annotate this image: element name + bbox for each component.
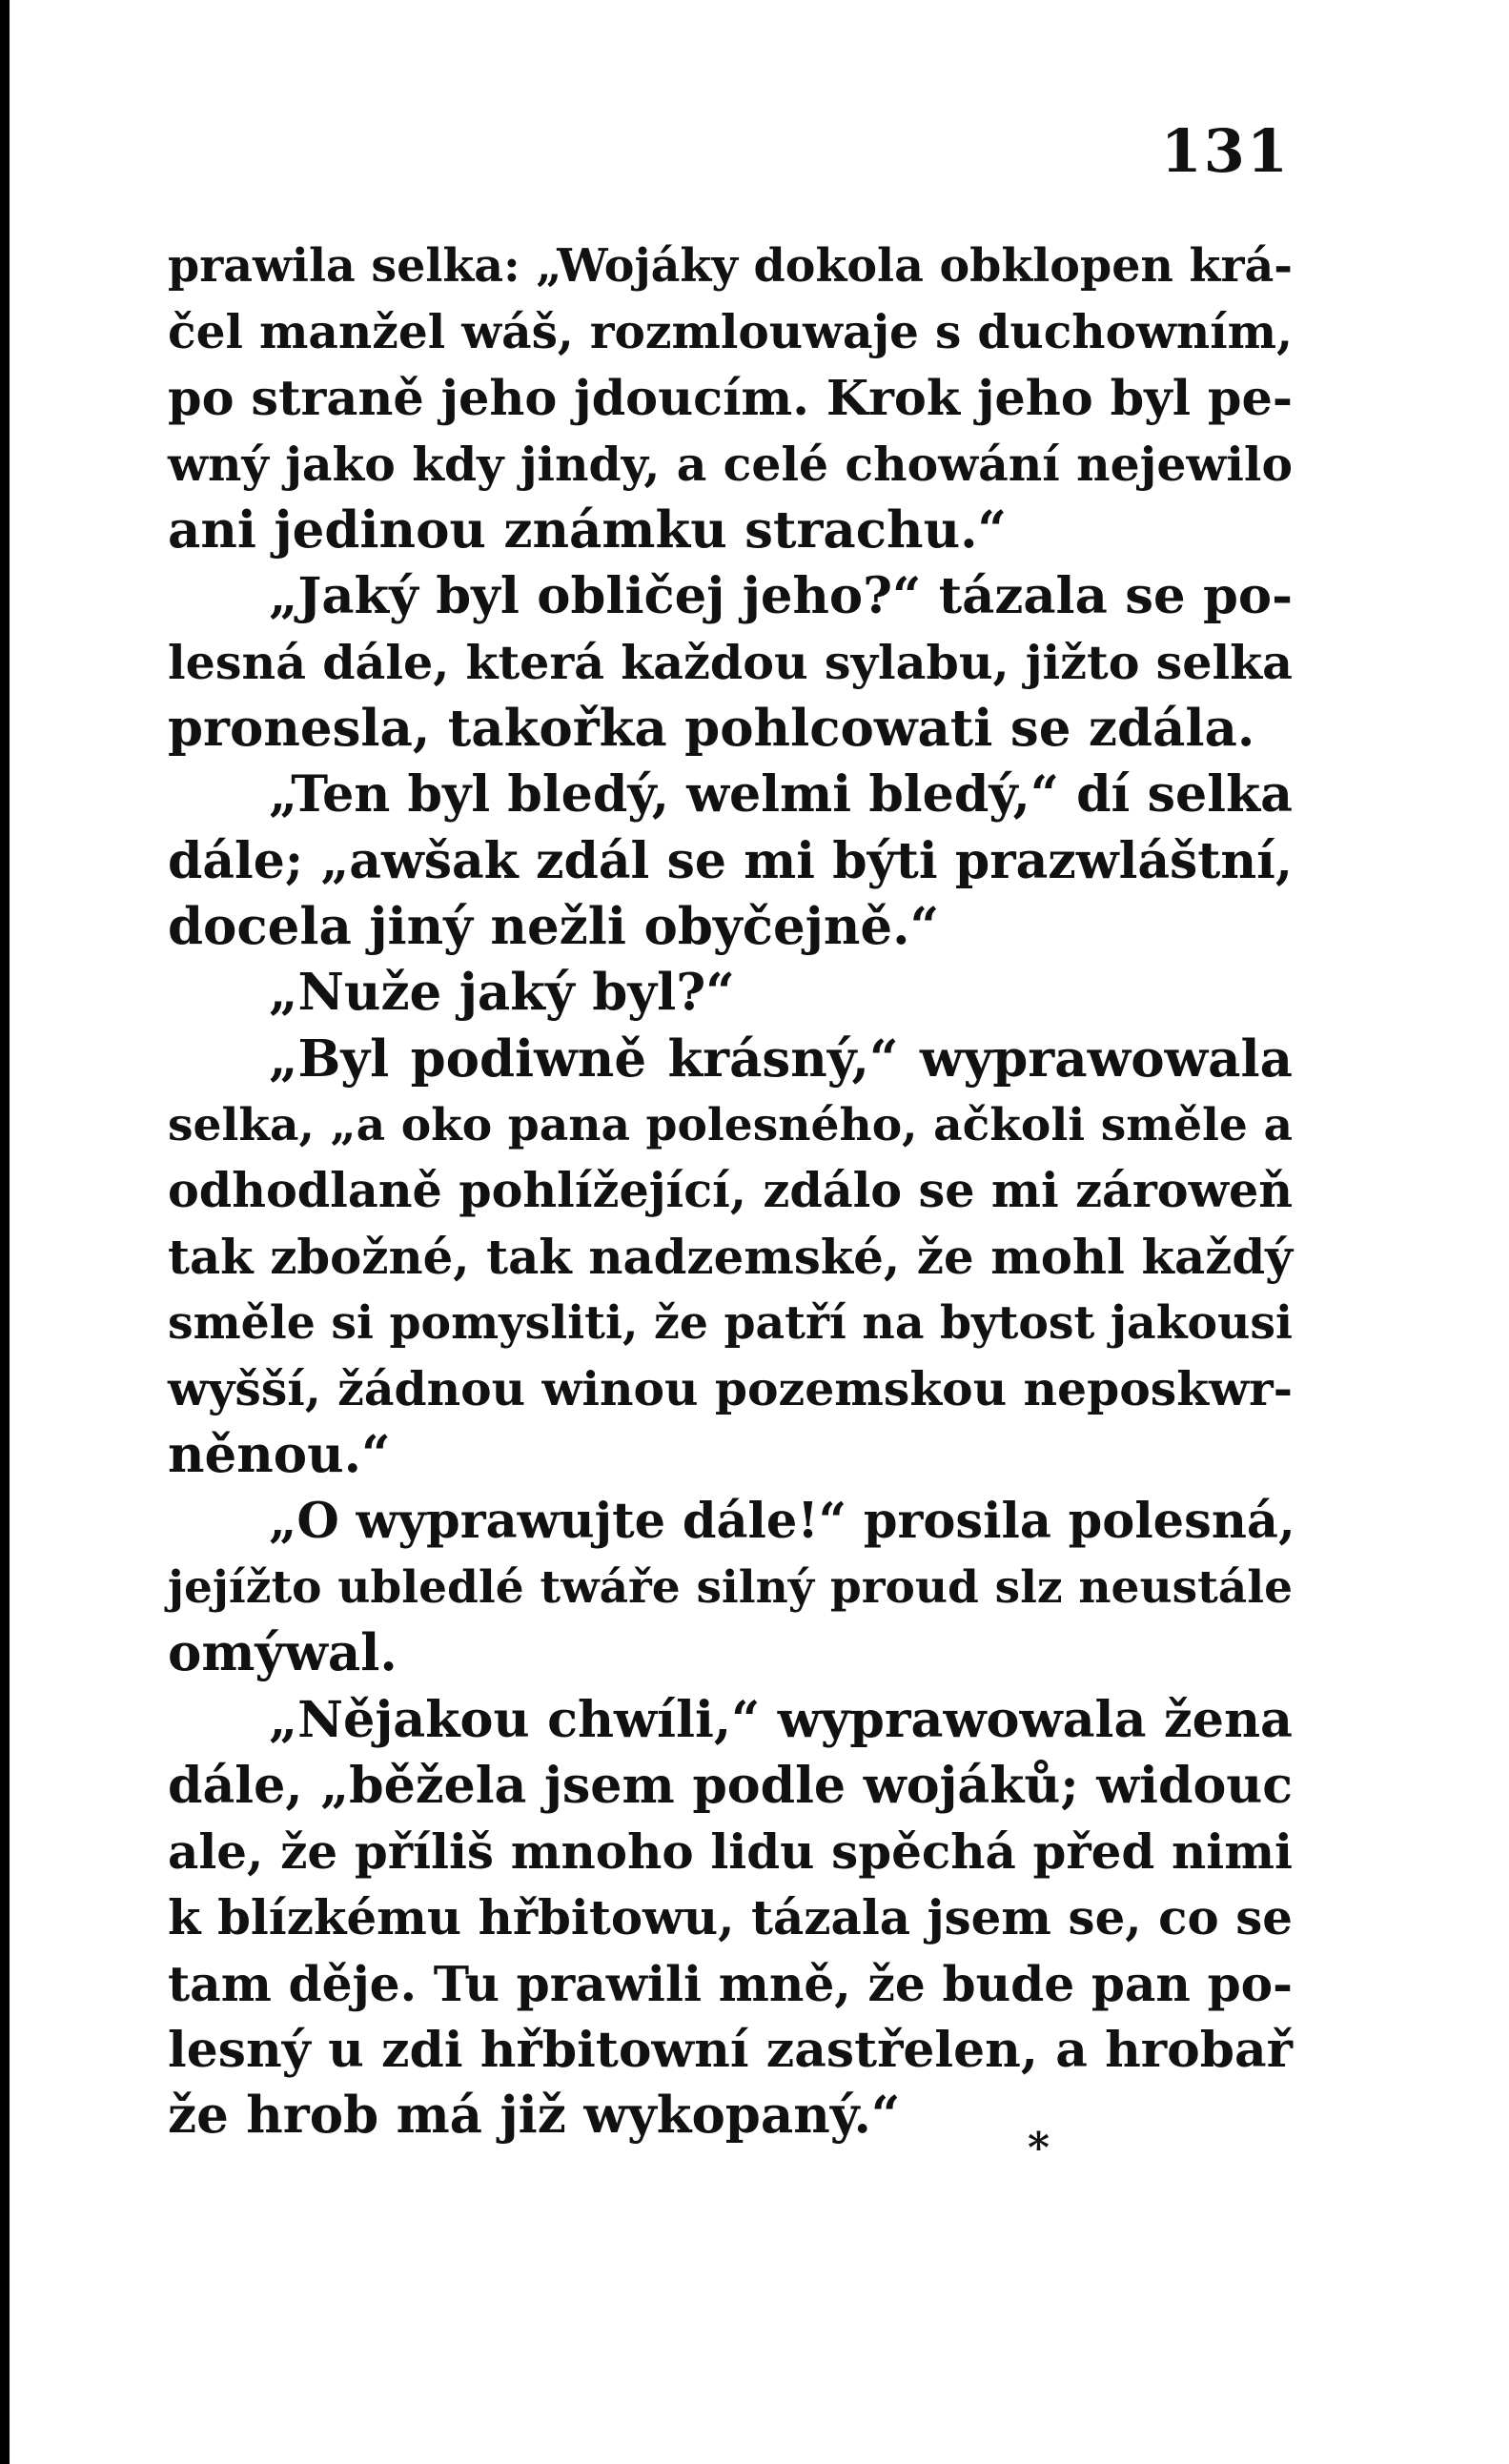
text-line: dále, „běžela jsem podle wojáků; widouc [168,1756,1293,1815]
text-line: „O wyprawujte dále!“ prosila polesná, [269,1492,1295,1550]
text-line: „Byl podiwně krásný,“ wyprawowala [269,1028,1293,1089]
body-text [168,234,1293,2149]
page-number: 131 [1160,116,1290,186]
text-line: něnou.“ [168,1425,391,1485]
text-line: lesný u zdi hřbitowní zastřelen, a hrobař [168,2021,1293,2080]
text-line: pronesla, takořka pohlcowati se zdála. [168,699,1255,759]
text-line: po straně jeho jdoucím. Krok jeho byl pe- [168,369,1293,427]
text-line: wyšší, žádnou winou pozemskou neposkwr- [168,1361,1293,1417]
text-line: lesná dále, která každou sylabu, jižto selka [168,634,1293,690]
text-line: „Ten byl bledý, welmi bledý,“ dí selka [269,765,1293,825]
text-line: tam děje. Tu prawili mně, že bude pan po- [168,1955,1293,2012]
page-left-edge [0,0,10,2464]
text-line: směle si pomysliti, že patří na bytost jakousi [168,1296,1293,1350]
text-line: čel manžel wáš, rozmlouwaje s duchowním, [168,305,1293,360]
text-line: wný jako kdy jindy, a celé chowání nejewilo [168,436,1293,492]
text-line: ale, že příliš mnoho lidu spěchá před nimi [168,1823,1293,1881]
text-line: prawila selka: „Wojáky dokola obklopen krá- [168,239,1293,293]
text-line: odhodlaně pohlížející, zdálo se mi zároweň [168,1163,1293,1219]
text-line: k blízkému hřbitowu, tázala jsem se, co se [168,1889,1293,1946]
asterisk-mark: * [1028,2124,1050,2172]
text-line: omýwal. [168,1623,398,1683]
text-line: selka, „a oko pana polesného, ačkoli směle a [168,1098,1293,1151]
text-line: tak zbožné, tak nadzemské, že mohl každý [168,1229,1293,1286]
text-line: dále; „awšak zdál se mi býti prazwláštní, [168,831,1293,890]
text-line: „Jaký byl obličej jeho?“ tázala se po- [269,566,1293,626]
text-line: jejížto ubledlé twáře silný proud slz neustále [168,1560,1293,1614]
text-line: „Nějakou chwíli,“ wyprawowala žena [269,1690,1293,1749]
text-line: docela jiný nežli obyčejně.“ [168,896,940,956]
text-line: ani jedinou známku strachu.“ [168,500,1008,560]
text-line: že hrob má již wykopaný.“ [168,2086,901,2146]
text-line: „Nuže jaký byl?“ [269,963,735,1023]
